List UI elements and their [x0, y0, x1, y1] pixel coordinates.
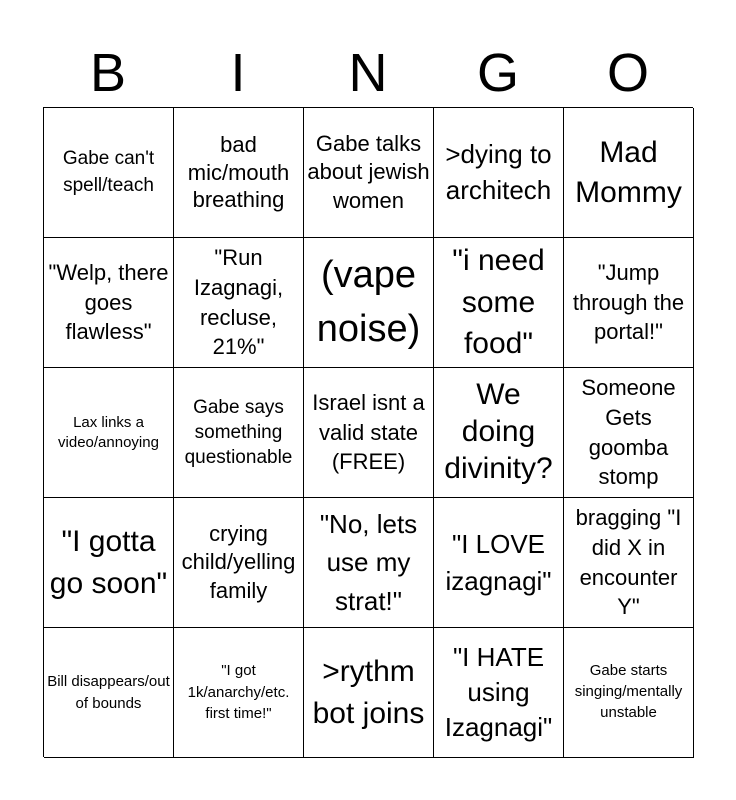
- header-letter-g: G: [476, 43, 519, 103]
- bingo-cell[interactable]: [44, 108, 174, 238]
- cell-text: bad mic/mouth breathing: [187, 132, 290, 213]
- cell-text: >rythm bot joins: [312, 655, 425, 730]
- bingo-cell[interactable]: [174, 628, 304, 758]
- bingo-cell[interactable]: [564, 238, 694, 368]
- header-letter-i: I: [230, 43, 246, 103]
- cell-text: Bill disappears/out of bounds: [47, 672, 170, 712]
- cell-text: "No, lets use my strat!": [319, 508, 418, 616]
- cell-text: (vape noise): [316, 254, 421, 350]
- cell-text: >dying to architech: [445, 139, 552, 205]
- bingo-cell[interactable]: [44, 498, 174, 628]
- header-letter-b: B: [89, 43, 127, 103]
- bingo-cell[interactable]: [44, 368, 174, 498]
- header-letter-o: O: [606, 43, 649, 103]
- bingo-cell[interactable]: [304, 368, 434, 498]
- cell-text: Someone Gets goomba stomp: [581, 375, 676, 490]
- bingo-board: [43, 107, 693, 757]
- bingo-cell[interactable]: [304, 628, 434, 758]
- bingo-cell[interactable]: [564, 368, 694, 498]
- cell-text: Gabe can't spell/teach: [62, 147, 155, 196]
- cell-text: "I HATE using Izagnagi": [444, 641, 553, 743]
- bingo-cell[interactable]: [434, 108, 564, 238]
- bingo-cell[interactable]: [434, 238, 564, 368]
- bingo-cell[interactable]: [304, 498, 434, 628]
- cell-text: Gabe starts singing/mentally unstable: [574, 662, 683, 721]
- bingo-cell[interactable]: [174, 108, 304, 238]
- cell-text: "Jump through the portal!": [572, 259, 685, 345]
- cell-text: Mad Mommy: [575, 135, 682, 209]
- cell-text: "I LOVE izagnagi": [445, 529, 552, 596]
- cell-text: "Run Izagnagi, recluse, 21%": [193, 245, 284, 360]
- cell-text: "I got 1k/anarchy/etc. first time!": [187, 661, 290, 723]
- cell-text: crying child/yelling family: [181, 520, 296, 603]
- bingo-cell[interactable]: [304, 238, 434, 368]
- bingo-cell[interactable]: [304, 108, 434, 238]
- cell-text: bragging "I did X in encounter Y": [575, 505, 682, 620]
- cell-text: We doing divinity?: [444, 378, 553, 485]
- bingo-cell[interactable]: [44, 238, 174, 368]
- bingo-cell[interactable]: [44, 628, 174, 758]
- bingo-cell[interactable]: [434, 368, 564, 498]
- bingo-cell[interactable]: [434, 628, 564, 758]
- bingo-cell[interactable]: [564, 498, 694, 628]
- header-letter-n: N: [348, 43, 388, 103]
- cell-text: "Welp, there goes flawless": [48, 259, 169, 345]
- bingo-cell[interactable]: [434, 498, 564, 628]
- bingo-cell[interactable]: [174, 498, 304, 628]
- cell-text: Israel isnt a valid state (FREE): [312, 389, 425, 475]
- cell-text: Lax links a video/annoying: [58, 414, 159, 451]
- cell-text: "I gotta go soon": [49, 525, 168, 600]
- cell-text: Gabe talks about jewish women: [307, 130, 430, 213]
- cell-text: Gabe says something questionable: [184, 396, 293, 469]
- bingo-header: [43, 40, 693, 106]
- bingo-cell[interactable]: [174, 238, 304, 368]
- bingo-cell[interactable]: [564, 108, 694, 238]
- bingo-cell[interactable]: [564, 628, 694, 758]
- bingo-cell[interactable]: [174, 368, 304, 498]
- cell-text: "i need some food": [452, 244, 545, 361]
